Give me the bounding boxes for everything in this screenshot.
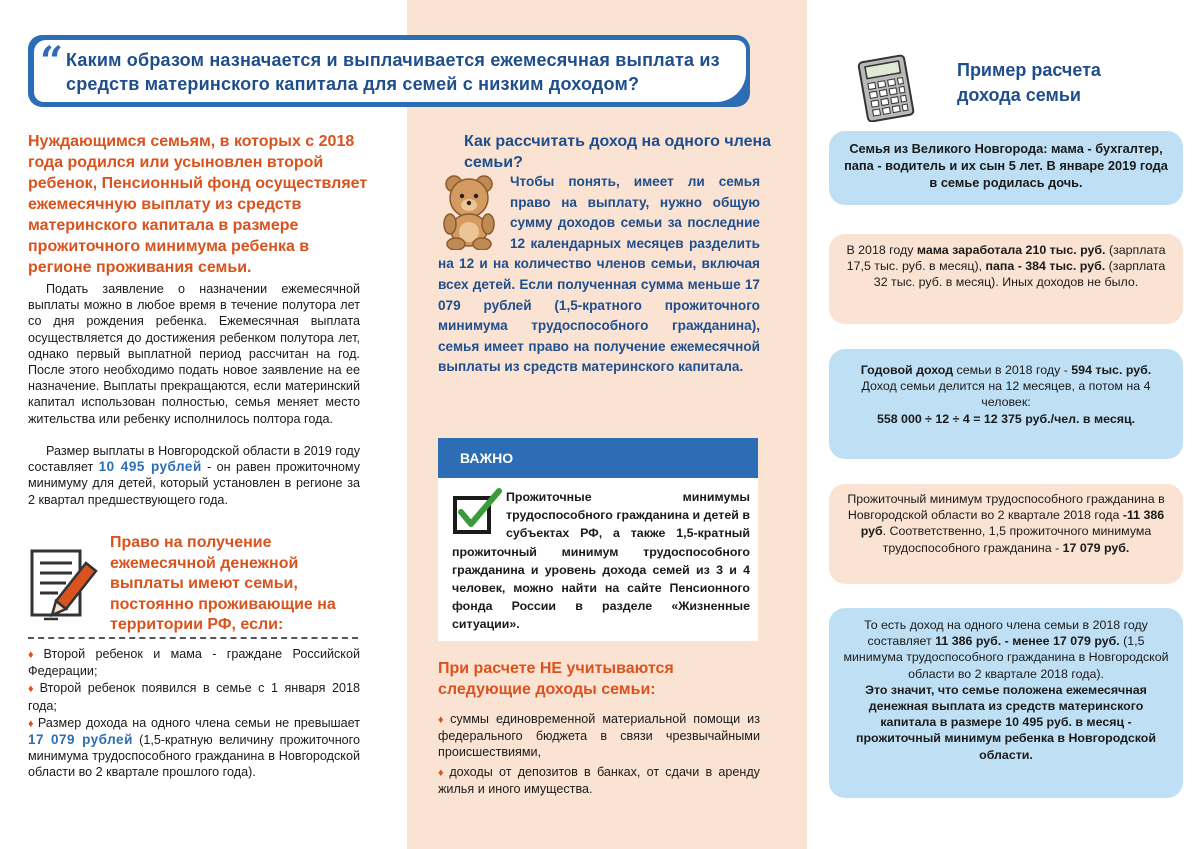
diamond-bullet-icon: ♦	[438, 766, 447, 779]
list-item: ♦ Размер дохода на одного члена семьи не превышает 17 079 рублей (1,5-кратную величину прожиточного минимума трудоспособного гражданина в Новгородской области во 2 квартале прошлого года).	[28, 715, 360, 780]
page-title: Каким образом назначается и выплачивается ежемесячная выплата из средств материнского капитала для семей с низким доходом?	[66, 50, 720, 94]
header-banner	[34, 40, 746, 102]
quote-icon: “	[40, 38, 64, 85]
diamond-bullet-icon: ♦	[28, 649, 41, 661]
important-box	[438, 438, 758, 641]
important-label: ВАЖНО	[438, 438, 758, 478]
income-limit-amount: 17 079 рублей	[28, 732, 133, 748]
document-pencil-icon	[28, 545, 100, 627]
family-example-card: Семья из Великого Новгорода: мама - бухгалтер, папа - водитель и их сын 5 лет. В январе 2019 года в семье родилась дочь.	[829, 131, 1183, 205]
diamond-bullet-icon: ♦	[28, 717, 35, 730]
income-2018-card: В 2018 году мама заработала 210 тыс. руб. (зарплата 17,5 тыс. руб. в месяц), папа - 384 тыс. руб. (зарплата 32 тыс. руб. в месяц). Иных доходов не было.	[829, 234, 1183, 324]
subsistence-minimum-card: Прожиточный минимум трудоспособного гражданина в Новгородской области во 2 квартале 2018 года -11 386 руб. Соответственно, 1,5 прожиточного минимума трудоспособного гражданина - 17 079 руб.	[829, 484, 1183, 584]
eligibility-list	[28, 646, 360, 782]
payment-amount: 10 495 рублей	[98, 459, 202, 475]
left-lead-text: Нуждающимся семьям, в которых с 2018 года родился или усыновлен второй ребенок, Пенсионный фонд осуществляет ежемесячную выплату из средств материнского капитала в размере прожиточного минимума ребенка в регионе проживания семьи.	[28, 133, 368, 276]
list-item: ♦ Второй ребенок появился в семье с 1 января 2018 года;	[28, 681, 360, 713]
checkmark-icon	[452, 488, 506, 538]
important-text: Прожиточные минимумы трудоспособного гражданина и детей в субъектах РФ, а также 1,5-кратный прожиточный минимум трудоспособного гражданина и уровень дохода семей из 3 и 4 человек, можно найти на сайте Пенсионного фонда России в разделе «Жизненные ситуации».	[452, 490, 750, 632]
left-paragraph-1: Подать заявление о назначении ежемесячной выплаты можно в любое время в течение полутора лет со дня рождения ребенка. Ежемесячная выплата осуществляется до достижения ребенком полутора лет, однако первый выплатной период рассчитан на год. После этого необходимо подать новое заявление на ее назначение. Выплаты прекращаются, если материнский капитал использован полностью, семья меняет место жительства или ребенку исполнилось полтора года.	[28, 282, 360, 426]
annual-income-card: Годовой доход семьи в 2018 году - 594 тыс. руб. Доход семьи делится на 12 месяцев, а потом на 4 человек: 558 000 ÷ 12 ÷ 4 = 12 375 руб./чел. в месяц.	[829, 349, 1183, 459]
diamond-bullet-icon: ♦	[28, 683, 37, 696]
calculator-icon	[853, 54, 925, 122]
left-paragraph-2: Размер выплаты в Новгородской области в 2019 году составляет 10 495 рублей - он равен прожиточному минимуму для детей, который установлен в регионе за 2 квартал предшествующего года.	[28, 444, 361, 507]
conclusion-card: То есть доход на одного члена семьи в 2018 году составляет 11 386 руб. - менее 17 079 руб. (1,5 минимума трудоспособного гражданина в Новгородской области во 2 квартале 2018 года). Это значит, что семье положена ежемесячная денежная выплата из средств материнского капитала в размере 10 495 руб. в месяц - прожиточный минимум ребенка в Новгородской области.	[829, 608, 1183, 798]
list-item: ♦ Второй ребенок и мама - граждане Российской Федерации;	[28, 647, 360, 679]
list-item: ♦ доходы от депозитов в банках, от сдачи в аренду жилья и иного имущества.	[438, 764, 760, 796]
excluded-income-heading: При расчете НЕ учитываются следующие доходы семьи:	[438, 660, 674, 698]
teddy-bear-icon	[438, 172, 510, 250]
list-item: ♦ суммы единовременной материальной помощи из федерального бюджета в связи чрезвычайными происшествиями,	[438, 712, 760, 760]
income-calc-heading: Как рассчитать доход на одного члена семьи?	[464, 133, 772, 171]
excluded-income-list	[438, 711, 760, 800]
eligibility-heading: Право на получение ежемесячной денежной выплаты имеют семьи, постоянно проживающие на территории РФ, если:	[110, 534, 336, 633]
income-calc-body: Чтобы понять, имеет ли семья право на выплату, нужно общую сумму доходов семьи за последние 12 календарных месяцев разделить на 12 и на количество членов семьи, включая всех детей. Если полученная сумма меньше 17 079 рублей (1,5-кратного прожиточного минимума трудоспособного гражданина), семья имеет право на получение ежемесячной выплаты из средств материнского капитала.	[438, 174, 760, 375]
diamond-bullet-icon: ♦	[438, 714, 448, 726]
dashed-divider	[28, 637, 358, 639]
example-heading: Пример расчета дохода семьи	[957, 60, 1101, 105]
